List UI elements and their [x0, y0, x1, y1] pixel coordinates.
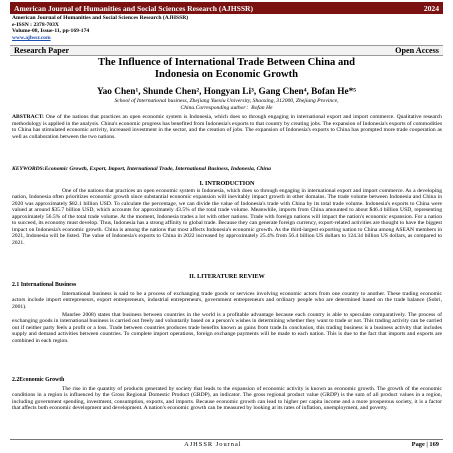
article-type-bar [10, 45, 443, 56]
journal-banner-title: American Journal of Humanities and Social Sciences Research (AJHSSR) [14, 3, 254, 13]
paper-title-line-1: The Influence of International Trade Between China and [97, 57, 356, 68]
footer-journal-name: AJHSSR Journal [184, 441, 242, 448]
affiliation-line-1: School of International business, Zhejiang Yuexiu University, Shaoxing, 312000, Zhejiang Province, [114, 98, 339, 104]
literature-review-heading: II. LITERATURE REVIEW [189, 273, 265, 280]
journal-meta-volume: Volume-08, Issue-11, pp-169-174 [12, 28, 90, 35]
abstract-text: One of the nations that practices an open economic system is Indonesia, which does so through engaging in international export and import commerce. Qualitative research methodology is applied in the analysis. China's economic progress has benefited from Indonesia's exports to that country by creating jobs. The expansion of Indonesia's exports of commodities to China has stimulated economic activity, increased investment in the sector, and the creation of jobs. The expansion of Indonesia's exports to China has prompted more trade cooperation as well as collaboration between the two nations. [12, 114, 442, 140]
economic-growth-paragraph: The rise in the quantity of products generated by society that leads to the expansion of economic activity is known as economic growth. The growth of the economic conditions in a region is influenced by the Gross Regional Domestic Product (GRDP), an indicator. The gross regional product value (GRDP) is the sum of all product values in a region, including government spending, investment, consumption, exports, and imports. Because economic growth can lead to higher per capita income and a more prosperous society, it is a factor that affects both economic development and development. A nation's economic growth can be measured by looking at its rates of inflation, unemployment, and poverty. [12, 386, 442, 412]
international-business-heading: 2.1 International Business [12, 282, 77, 288]
journal-meta [12, 15, 442, 41]
journal-meta-name: American Journal of Humanities and Social Sciences Research (AJHSSR) [12, 15, 189, 21]
introduction-heading: I. INTRODUCTION [199, 180, 255, 187]
international-business-paragraph-2: Manrlee 2008) states that business between countries in the world is a profitable advantage because each country is able to speculate comparatively. The process of exchanging goods in international business is carried out freely and voluntarily based on a person's wishes in determining whether they want to trade or not. This trading activity can be carried out if neither party feels a profit or a loss. Trade between countries produces trade benefits known as gains from trade.In conclusion, this trading business is a business activity that includes supply and demand activities between countries. To complete import operations, foreign exchange payments will be made to each nation. This is due to the fact that imports and exports are combined in each region. [12, 312, 442, 344]
paper-authors: Yao Chen¹, Shunde Chen², Hongyan Li³, Gang Chen⁴, Bofan He*⁵ [96, 87, 357, 97]
affiliation-line-2: China.Corresponding author：Bofan He [180, 104, 273, 111]
footer-page-number: Page | 169 [411, 441, 439, 448]
open-access-label: Open Access [395, 46, 439, 55]
journal-website-link[interactable]: www.ajhssr.com [12, 34, 51, 41]
paper-title-line-2: Indonesia on Economic Growth [154, 69, 299, 80]
journal-meta-issn: e-ISSN : 2378-703X [12, 21, 59, 28]
abstract [12, 114, 442, 140]
journal-banner-year: 2024 [423, 3, 439, 13]
paper-title [20, 57, 433, 81]
abstract-label: ABSTRACT: [12, 114, 44, 120]
international-business-paragraph-1: International business is said to be a process of exchanging trade goods or services involving economic actors from one country to another. These trading economic actors include import entrepreneurs, export entrepreneurs, industrial entrepreneurs, government entrepreneurs and ordinary people who are determined based on the trade balance (Sobri, 2001). [12, 291, 442, 310]
paper-affiliation [20, 98, 433, 112]
page-footer [10, 439, 443, 449]
article-type-label: Research Paper [14, 46, 70, 55]
keywords-label: KEYWORDS: [12, 166, 45, 172]
economic-growth-heading: 2.2Economic Growth [12, 377, 65, 383]
keywords [12, 166, 442, 173]
journal-banner [10, 2, 443, 14]
introduction-text: One of the nations that practices an open economic system is Indonesia, which does so through engaging in international export and import commerce. As a developing nation, Indonesia often prioritizes economic growth since substantial economic expansion will inevitably impact growth in other domains. The trade volume between Indonesia and China in 2020 was approximately $82.1 billion USD. To calculate the percentage, we can divide the value of Indonesia's trade with China by its total trade volume. Indonesia's exports to China were valued at around $35.7 billion USD, which accounts for approximately 43.5% of the total trade volume. Meanwhile, imports from China amounted to about $46.4 billion USD, representing approximately 56.5% of the total trade volume. At the moment, Indonesia trades a lot with other nations. Trade with foreign nations will impact the nation's economic expansion. For a nation to succeed, its economy must develop. Thus, Indonesia has a strong affinity to global trade. Because they can generate foreign currency, export-related activities are thought to have the biggest impact on Indonesia's economic growth. China is among the nations that most affects Indonesia's economic growth. As the third-largest exporting nation to China among ASEAN members in 2021, Indonesia will be listed. The value of Indonesia's exports to China in 2022 increased by approximately 25.4% from 56.4 billion US dollars to 124.34 billion US dollars, as compared to 2021. [12, 188, 442, 246]
keywords-text: Economic Growth, Export, Import, International Trade, International Business, Indonesia, China [44, 166, 271, 172]
